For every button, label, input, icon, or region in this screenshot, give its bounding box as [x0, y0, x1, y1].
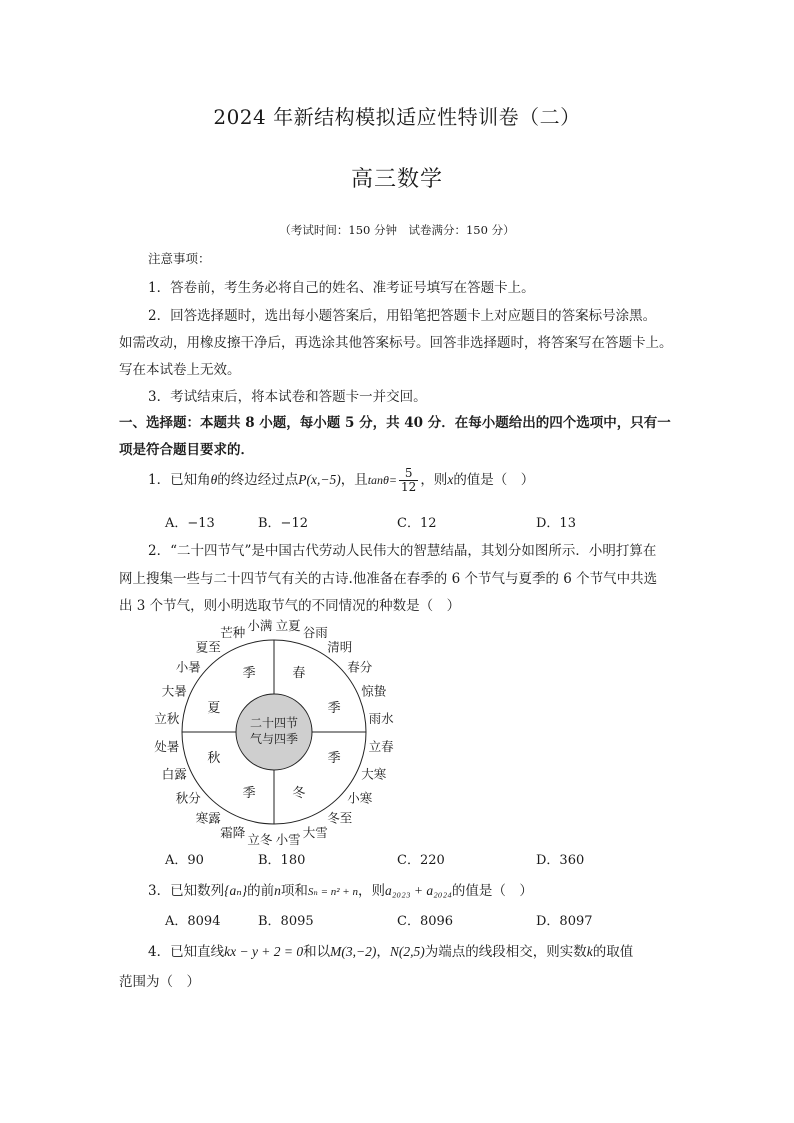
diagram-center-label-2: 气与四季 [249, 732, 299, 746]
q4-text-mid3: 为端点的线段相交，则实数 [424, 944, 587, 960]
q4-text-suffix: 的取值 [592, 944, 634, 960]
notes-item-2-line-1: 2．回答选择题时，选出每小题答案后，用铅笔把答题卡上对应题目的答案标号涂黑。 [148, 308, 657, 324]
diagram-term-label: 春分 [347, 659, 373, 675]
q2-option-c[interactable]: C．220 [397, 853, 445, 868]
q1-option-a[interactable]: A．−13 [165, 516, 215, 531]
diagram-term-label: 立春 [368, 739, 394, 755]
notes-item-1: 1．答卷前，考生务必将自己的姓名、准考证号填写在答题卡上。 [148, 280, 535, 296]
question-2-line-3: 出 3 个节气，则小明选取节气的不同情况的种数是（ ） [119, 598, 461, 614]
diagram-term-label: 处暑 [154, 739, 180, 755]
diagram-term-label: 立冬 [247, 832, 273, 846]
q3-option-c[interactable]: C．8096 [397, 914, 454, 929]
paper-subtitle: 高三数学 [350, 167, 443, 192]
q4-line-equation: kx − y + 2 = 0 [224, 944, 304, 959]
q1-fraction-denominator: 12 [401, 480, 417, 495]
q3-text-mid3: ，则 [357, 883, 385, 899]
q1-fraction-numerator: 5 [399, 467, 418, 481]
q4-point-m: M(3,−2) [330, 944, 377, 959]
diagram-term-label: 芒种 [220, 625, 246, 641]
question-1-stem [148, 467, 534, 494]
diagram-term-label: 立夏 [275, 618, 301, 633]
diagram-season-char: 季 [242, 786, 256, 802]
diagram-term-label: 大寒 [361, 766, 387, 782]
notes-item-2-line-2: 如需改动，用橡皮擦干净后，再选涂其他答案标号。回答非选择题时，将答案写在答题卡上。 [119, 335, 673, 351]
q3-n: n [274, 883, 281, 898]
notes-item-2-line-3: 写在本试卷上无效。 [119, 362, 241, 378]
q1-x: x [447, 472, 454, 488]
diagram-term-label: 秋分 [175, 790, 201, 806]
diagram-term-label: 夏至 [195, 639, 221, 655]
q4-k: k [586, 944, 593, 959]
diagram-term-label: 立秋 [154, 710, 180, 726]
q1-text-mid1: 的终边经过点 [217, 472, 299, 489]
q2-option-b[interactable]: B．180 [258, 853, 306, 868]
diagram-season-char: 夏 [207, 701, 221, 717]
q3-sum-formula: Sₙ = n² + n [307, 886, 358, 898]
q4-text-mid2: ， [376, 944, 390, 960]
diagram-term-label: 白露 [161, 766, 187, 782]
q2-option-d[interactable]: D．360 [536, 853, 585, 868]
diagram-season-char: 冬 [292, 786, 306, 802]
q3-text-mid1: 的前 [247, 883, 275, 899]
paper-title: 2024 年新结构模拟适应性特训卷（二） [213, 105, 581, 129]
diagram-season-char: 春 [292, 665, 306, 681]
q3-text-mid2: 项和 [280, 883, 308, 899]
diagram-season-char: 季 [242, 665, 256, 681]
diagram-term-label: 小满 [247, 618, 273, 633]
exam-info: （考试时间：150 分钟 试卷满分：150 分） [279, 223, 515, 237]
diagram-term-label: 清明 [327, 639, 353, 655]
q1-text-mid3: ，则 [420, 472, 448, 489]
q1-text-mid2: ，且 [340, 472, 368, 489]
q4-text-mid1: 和以 [303, 944, 331, 960]
q2-option-a[interactable]: A．90 [165, 853, 204, 868]
q1-tan: tanθ= [367, 473, 398, 488]
q1-option-b[interactable]: B．−12 [258, 516, 308, 531]
diagram-center-label-1: 二十四节 [249, 716, 299, 730]
diagram-term-label: 小寒 [347, 790, 373, 806]
question-4-line-2: 范围为（ ） [119, 974, 200, 990]
diagram-season-char: 季 [327, 701, 341, 717]
q3-sequence: {aₙ} [224, 883, 248, 898]
diagram-term-label: 冬至 [327, 810, 353, 826]
diagram-term-label: 小暑 [175, 659, 201, 675]
q1-option-d[interactable]: D．13 [536, 516, 576, 531]
q1-fraction [399, 467, 418, 494]
question-3-stem [148, 879, 533, 899]
notes-heading: 注意事项： [148, 251, 211, 266]
diagram-season-char: 秋 [207, 750, 221, 766]
q3-text-suffix: 的值是（ ） [451, 883, 533, 899]
q3-option-d[interactable]: D．8097 [536, 914, 593, 929]
question-2-line-1: 2．“二十四节气”是中国古代劳动人民伟大的智慧结晶，其划分如图所示．小明打算在 [148, 543, 657, 559]
q4-text-prefix: 4．已知直线 [148, 944, 225, 960]
q3-expression: a₂₀₂₃ + a₂₀₂₄ [384, 883, 452, 898]
diagram-term-label: 谷雨 [302, 625, 328, 641]
q1-text-suffix: 的值是（ ） [453, 472, 535, 489]
diagram-term-label: 惊蛰 [361, 683, 387, 699]
diagram-term-label: 雨水 [368, 710, 394, 726]
q3-text-prefix: 3．已知数列 [148, 883, 225, 899]
diagram-term-label: 霜降 [220, 824, 246, 840]
section-1-line-1: 一、选择题：本题共 8 小题，每小题 5 分，共 40 分．在每小题给出的四个选项中，只有一 [119, 415, 671, 431]
diagram-season-char: 季 [327, 750, 341, 766]
q1-option-c[interactable]: C．12 [397, 516, 437, 531]
q1-theta: θ [210, 472, 218, 488]
question-4-stem [148, 940, 633, 960]
q1-point: P(x,−5) [298, 472, 341, 488]
solar-terms-diagram [140, 618, 410, 846]
q3-option-b[interactable]: B．8095 [258, 914, 314, 929]
q1-text-prefix: 1．已知角 [148, 472, 211, 489]
diagram-term-label: 大暑 [161, 683, 187, 699]
notes-item-3: 3．考试结束后，将本试卷和答题卡一并交回。 [148, 389, 427, 405]
q4-point-n: N(2,5) [389, 944, 425, 959]
section-1-line-2: 项是符合题目要求的． [119, 442, 254, 458]
diagram-term-label: 寒露 [195, 810, 221, 826]
q3-option-a[interactable]: A．8094 [165, 914, 221, 929]
diagram-term-label: 小雪 [275, 832, 301, 846]
diagram-term-label: 大雪 [302, 824, 328, 840]
question-2-line-2: 网上搜集一些与二十四节气有关的古诗.他准备在春季的 6 个节气与夏季的 6 个节气中共选 [119, 571, 658, 587]
